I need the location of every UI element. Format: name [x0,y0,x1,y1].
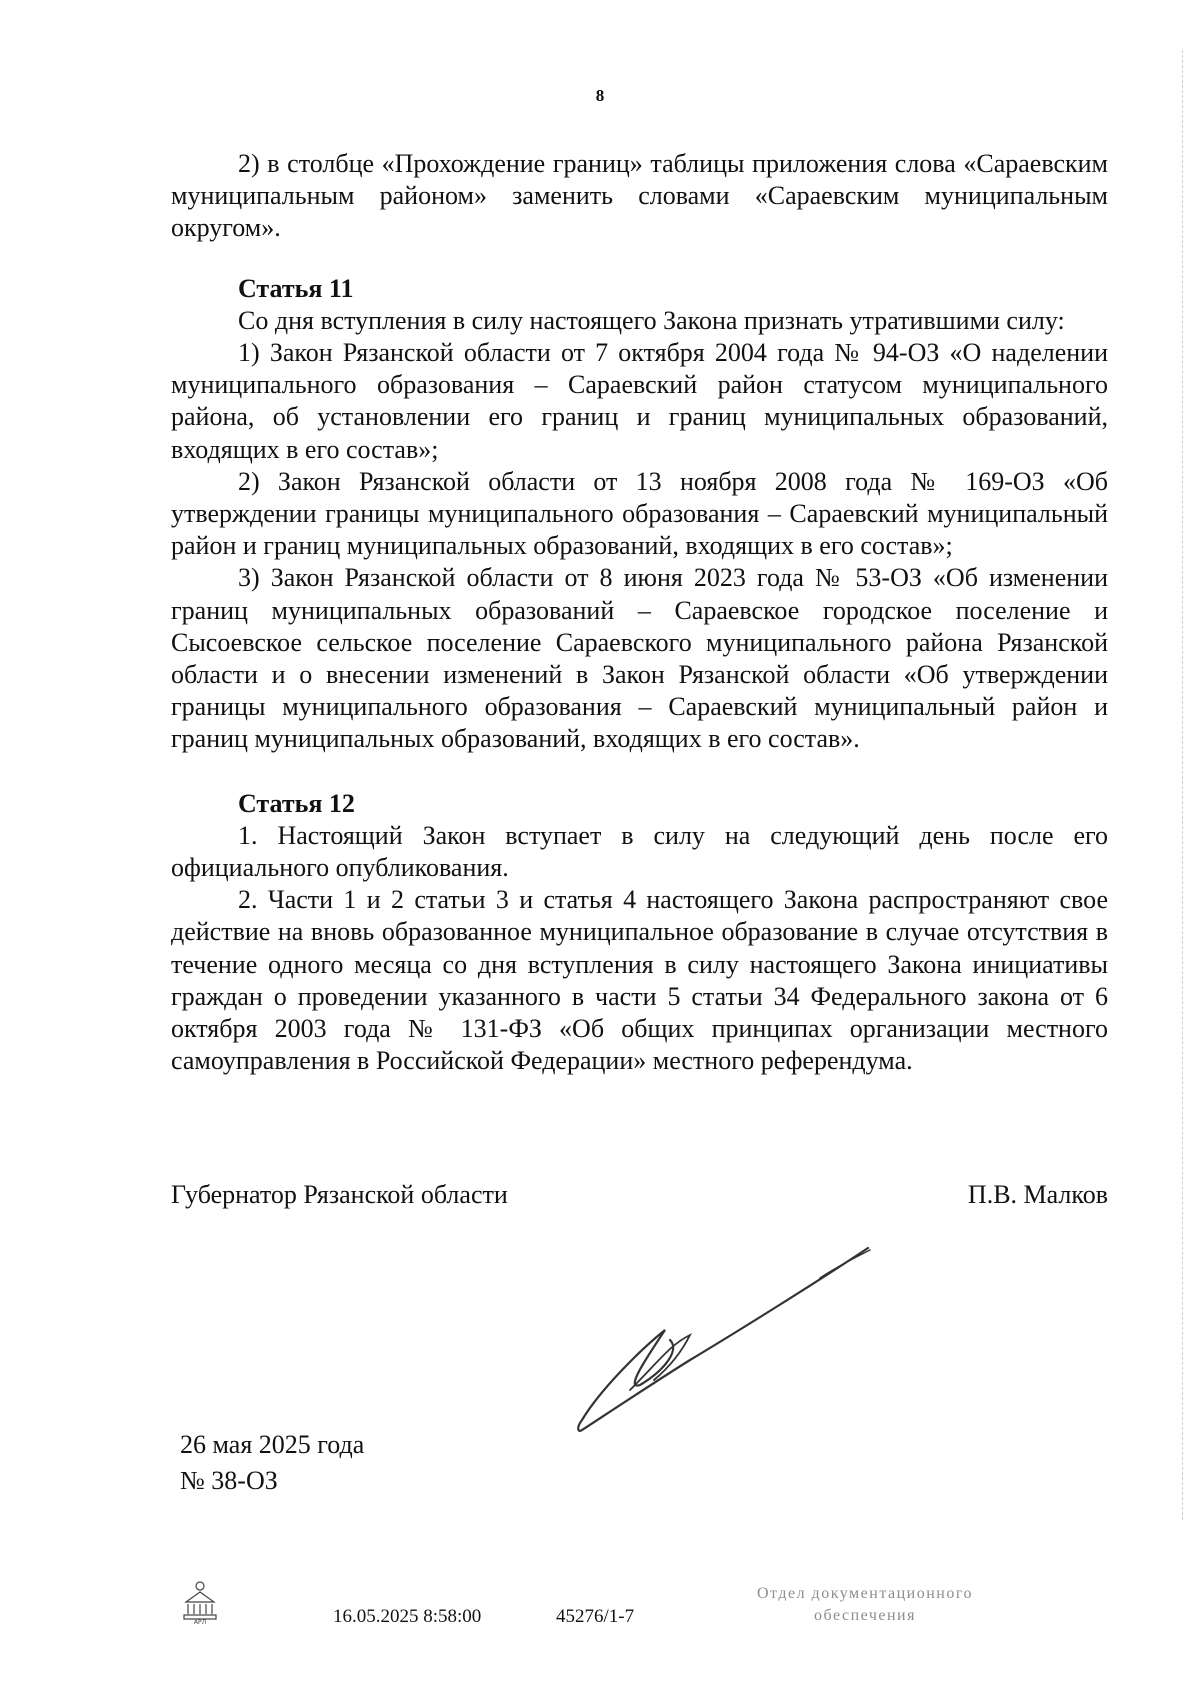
article-11-item-1: 1) Закон Рязанской области от 7 октября 2004 года № 94-ОЗ «О наделении муниципального образования – Сараевский район статусом муниципального района, об установлении его границ и границ муниципальных образований, входящих в его состав»; [171,338,1108,464]
law-date: 26 мая 2025 года [180,1430,365,1459]
article-11-intro: Со дня вступления в силу настоящего Закона признать утратившими силу: [238,305,1065,335]
article-12-item-1: 1. Настоящий Закон вступает в силу на следующий день после его официального опубликования. [171,820,1108,883]
footer-datetime: 16.05.2025 8:58:00 [333,1606,482,1627]
department-stamp [710,1583,1020,1627]
governor-name: П.В. Малков [967,1180,1108,1209]
law-number: № 38-ОЗ [180,1466,278,1495]
signature-block [171,1180,1108,1240]
stamp-line-1: Отдел документационного [756,1585,974,1602]
article-12-item-2: 2. Части 1 и 2 статьи 3 и статья 4 настоящего Закона распространяют свое действие на вновь образованное муниципальное образование в случае отсутствия в течение одного месяца со дня вступления в силу настоящего Закона инициативы граждан о проведении указанного в части 5 статьи 34 Федерального закона от 6 октября 2003 года № 131-ФЗ «Об общих принципах организации местного самоуправления в Российской Федерации» местного референдума. [171,885,1108,1076]
archive-logo [182,1580,218,1624]
scan-edge-mark [1182,50,1184,1520]
handwritten-signature [570,1240,910,1440]
archive-logo-text: АРЛ [193,1619,207,1624]
article-12-heading: Статья 12 [238,788,355,818]
article-11-item-2: 2) Закон Рязанской области от 13 ноября 2008 года № 169-ОЗ «Об утверждении границы муниципального образования – Сараевский муниципальный район и границ муниципальных образований, входящих в его состав»; [171,466,1108,561]
paragraph: 2) в столбце «Прохождение границ» таблицы приложения слова «Сараевским муниципальным районом» заменить словами «Сараевским муниципальным округом». [171,149,1108,243]
footer-reg-number: 45276/1-7 [556,1606,635,1627]
page-number: 8 [595,86,605,105]
article-11-heading: Статья 11 [238,273,354,303]
governor-title: Губернатор Рязанской области [171,1180,508,1209]
article-11-item-3: 3) Закон Рязанской области от 8 июня 2023 года № 53-ОЗ «Об изменении границ муниципальных образований – Сараевское городское поселение и Сысоевское сельское поселение Сараевского муниципального района Рязанской области и о внесении изменений в Закон Рязанской области «Об утверждении границы муниципального образования – Сараевский муниципальный район и границ муниципальных образований, входящих в его состав». [171,563,1108,754]
document-body [171,148,1108,1077]
stamp-line-2: обеспечения [814,1607,916,1624]
